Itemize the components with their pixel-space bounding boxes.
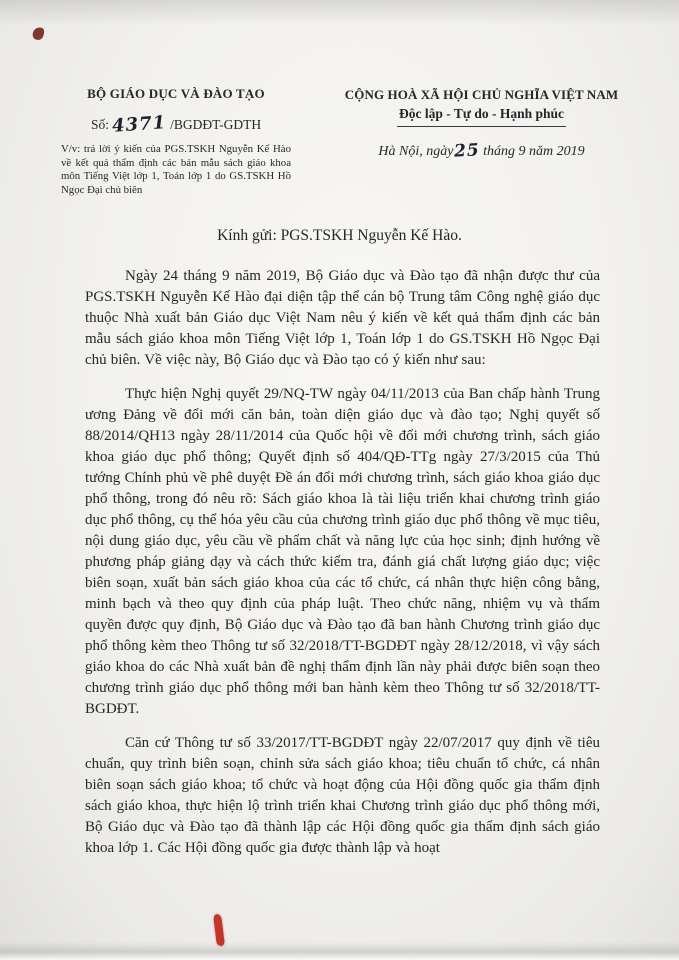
document-number-line [42, 112, 310, 137]
body-paragraph-2: Thực hiện Nghị quyết 29/NQ-TW ngày 04/11/2013 của Ban chấp hành Trung ương Đảng về đổi mới căn bản, toàn diện giáo dục và đào tạo; Nghị quyết số 88/2014/QH13 ngày 28/11/2014 của Quốc hội về đổi mới chương trình, sách giáo khoa giáo dục phổ thông; Quyết định số 404/QĐ-TTg ngày 27/3/2015 của Thủ tướng Chính phủ về phê duyệt Đề án đổi mới chương trình, sách giáo khoa giáo dục phổ thông, trong đó nêu rõ: Sách giáo khoa là tài liệu triển khai chương trình giáo dục phổ thông, cụ thể hóa yêu cầu của chương trình giáo dục phổ thông về mục tiêu, nội dung giáo dục, yêu cầu về phẩm chất và năng lực của học sinh; định hướng về phương pháp giảng dạy và cách thức kiểm tra, đánh giá chất lượng giáo dục; việc biên soạn, xuất bản sách giáo khoa của các tổ chức, cá nhân thực hiện công bằng, minh bạch và theo quy định của pháp luật. Theo chức năng, nhiệm vụ và thẩm quyền được quy định, Bộ Giáo dục và Đào tạo đã ban hành Chương trình giáo dục phổ thông kèm theo Thông tư số 32/2018/TT-BGDĐT ngày 28/12/2018, vì vậy sách giáo khoa do các Nhà xuất bản đề nghị thẩm định lần này phải được biên soạn theo chương trình giáo dục phổ thông mới ban hành kèm theo Thông tư số 32/2018/TT-BGDĐT. [85, 386, 600, 718]
subject-line: V/v: trả lời ý kiến của PGS.TSKH Nguyễn Kế Hào về kết quả thẩm định các bản mẫu sách giáo khoa môn Tiếng Việt lớp 1, Toán lớp 1 do GS.TSKH Hồ Ngọc Đại chủ biên [61, 143, 291, 196]
scan-edge-shadow-bottom [0, 942, 679, 960]
salutation-line: Kính gửi: PGS.TSKH Nguyễn Kế Hào. [217, 227, 462, 245]
letter-header [0, 0, 679, 197]
place-date-line [310, 140, 653, 160]
handwritten-day: 25 [453, 140, 481, 162]
document-number-suffix: /BGDĐT-GDTH [170, 117, 262, 132]
red-ink-mark-bottom [213, 914, 225, 947]
document-number-label: Số: [90, 117, 109, 132]
national-motto: Độc lập - Tự do - Hạnh phúc [397, 106, 566, 127]
agency-name: BỘ GIÁO DỤC VÀ ĐÀO TẠO [87, 86, 265, 101]
body-paragraph-1: Ngày 24 tháng 9 năm 2019, Bộ Giáo dục và Đào tạo đã nhận được thư của PGS.TSKH Nguyễn Kế Hào đại diện tập thể cán bộ Trung tâm Công nghệ giáo dục thuộc Nhà xuất bản Giáo dục Việt Nam nêu ý kiến về kết quả thẩm định các bản mẫu sách giáo khoa môn Tiếng Việt lớp 1, Toán lớp 1 do GS.TSKH Hồ Ngọc Đại chủ biên. Về việc này, Bộ Giáo dục và Đào tạo có ý kiến như sau: [85, 268, 600, 369]
handwritten-document-number: 4371 [111, 112, 167, 137]
place-date-suffix: tháng 9 năm 2019 [483, 144, 585, 159]
national-header-block [310, 86, 653, 160]
body-paragraph-3: Căn cứ Thông tư số 33/2017/TT-BGDĐT ngày 22/07/2017 quy định về tiêu chuẩn, quy trình biên soạn, chỉnh sửa sách giáo khoa; tiêu chuẩn tổ chức, cá nhân biên soạn sách giáo khoa; tổ chức và hoạt động của Hội đồng quốc gia thẩm định sách giáo khoa, thực hiện lộ trình triển khai Chương trình giáo dục phổ thông mới, Bộ Giáo dục và Đào tạo đã thành lập các Hội đồng quốc gia thẩm định sách giáo khoa lớp 1. Các Hội đồng quốc gia được thành lập và hoạt [85, 735, 600, 857]
place-date-prefix: Hà Nội, ngày [378, 144, 454, 159]
national-title: CỘNG HOÀ XÃ HỘI CHỦ NGHĨA VIỆT NAM [344, 87, 619, 102]
issuing-agency-block [42, 86, 310, 197]
